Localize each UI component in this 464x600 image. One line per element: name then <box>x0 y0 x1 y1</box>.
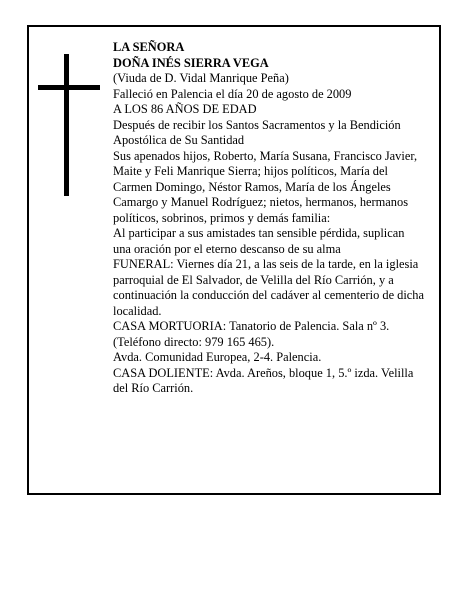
sacraments: Después de recibir los Santos Sacramentos y la Bendición Apostólica de Su Santidad <box>113 117 401 147</box>
family: Sus apenados hijos, Roberto, María Susana, Francisco Javier, Maite y Feli Manrique Sierra; hijos políticos, María del Carmen Domingo, Néstor Ramos, María de los Ángeles Camargo y Manuel Rodríguez; nietos, hermanos, hermanos políticos, sobrinos, primos y demás familia: <box>113 148 418 225</box>
widow-of: (Viuda de D. Vidal Manrique Peña) <box>113 71 289 85</box>
obituary-text <box>113 40 425 397</box>
title-line-1: LA SEÑORA <box>113 40 185 54</box>
request: Al participar a sus amistades tan sensible pérdida, suplican una oración por el eterno descanso de su alma <box>113 226 405 256</box>
cross-vertical-bar <box>64 54 69 196</box>
mourning-house: CASA DOLIENTE: Avda. Areños, bloque 1, 5.º izda. Velilla del Río Carrión. <box>113 365 414 395</box>
cross-icon <box>38 54 100 196</box>
funeral: FUNERAL: Viernes día 21, a las seis de la tarde, en la iglesia parroquial de El Salvador, de Velilla del Río Carrión, y a continuación la conducción del cadáver al cementerio de dicha localidad. <box>113 257 424 318</box>
age: A LOS 86 AÑOS DE EDAD <box>113 102 257 116</box>
address: Avda. Comunidad Europea, 2-4. Palencia. <box>113 350 322 364</box>
mortuary: CASA MORTUORIA: Tanatorio de Palencia. Sala nº 3. (Teléfono directo: 979 165 465). <box>113 319 390 349</box>
cross-horizontal-bar <box>38 85 100 90</box>
death-info: Falleció en Palencia el día 20 de agosto de 2009 <box>113 86 352 101</box>
deceased-name: DOÑA INÉS SIERRA VEGA <box>113 55 269 70</box>
